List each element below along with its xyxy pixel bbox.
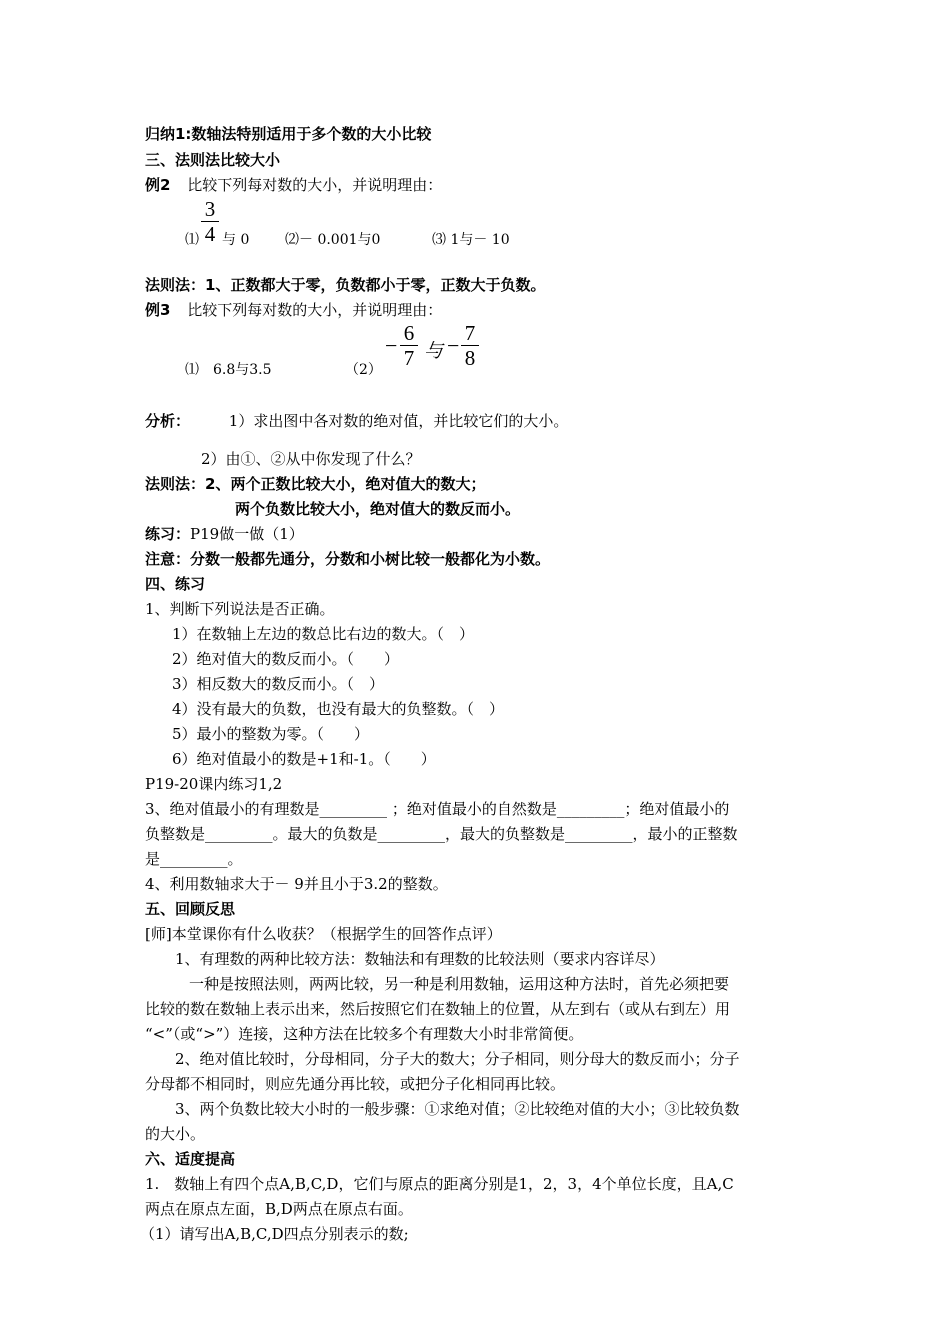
summary-paragraph-line-3: “<”（或“>”）连接，这种方法在比较多个有理数大小时非常简便。: [145, 1025, 584, 1043]
judge-item-3: 3）相反数大的数反而小。（ ）: [172, 675, 385, 693]
ex2-item3: ⑶ 1与－ 10: [432, 232, 510, 248]
summary-paragraph-line-1: 一种是按照法则，两两比较，另一种是利用数轴，运用这种方法时，首先必须把要: [189, 975, 730, 993]
fraction-six-sevenths: [400, 322, 418, 369]
example-2-text: 比较下列每对数的大小，并说明理由：: [187, 176, 443, 194]
example-3-text: 比较下列每对数的大小，并说明理由：: [187, 301, 443, 319]
fill-blank-question-line-3: 是_________。: [145, 850, 243, 868]
fraction-numerator: 7: [464, 321, 476, 345]
section-6-heading: 六、适度提高: [145, 1150, 236, 1168]
fill-blank-question-line-2: 负整数是_________。最大的负数是_________，最大的负整数是_________，最小的正整数: [145, 825, 738, 843]
practice-text: P19做一做（1）: [190, 525, 304, 543]
summary-point-3-line-2: 的大小。: [145, 1125, 206, 1143]
fraction-seven-eighths: [461, 322, 479, 369]
summary-1: 归纳1:数轴法特别适用于多个数的大小比较: [145, 125, 432, 143]
judge-item-5: 5）最小的整数为零。（ ）: [172, 725, 370, 743]
fraction-denominator: 7: [403, 346, 415, 370]
reflection-prompt: [师]本堂课你有什么收获？（根据学生的回答作点评）: [145, 925, 502, 943]
ex2-item1-tail: 与 0: [222, 232, 250, 248]
practice-note: [145, 524, 304, 544]
section-4-heading: 四、练习: [145, 575, 206, 593]
ex2-item2: ⑵－ 0.001与0: [285, 232, 381, 248]
advanced-question-line-1: 1. 数轴上有四个点A,B,C,D，它们与原点的距离分别是1，2，3，4个单位长度，且A,C: [145, 1175, 734, 1193]
example-3: [145, 300, 442, 320]
fill-blank-question-line-1: 3、绝对值最小的有理数是_________ ；绝对值最小的自然数是_________；绝对值最小的: [145, 800, 730, 818]
rule-1: 法则法：1、正数都大于零，负数都小于零，正数大于负数。: [145, 276, 546, 294]
judge-item-6: 6）绝对值最小的数是+1和-1。（ ）: [172, 750, 436, 768]
exercise-reference: P19-20课内练习1,2: [145, 775, 283, 793]
minus-sign-2: −: [447, 333, 460, 358]
summary-point-1: 1、有理数的两种比较方法：数轴法和有理数的比较法则（要求内容详尽）: [175, 950, 665, 968]
minus-sign-1: −: [385, 333, 398, 358]
advanced-subquestion-1: （1）请写出A,B,C,D四点分别表示的数;: [140, 1225, 409, 1243]
fraction-three-quarters: [201, 198, 219, 245]
ex3-item2-label: （2）: [345, 362, 382, 378]
example-2: [145, 175, 442, 195]
summary-paragraph-line-2: 比较的数在数轴上表示出来，然后按照它们在数轴上的位置，从左到右（或从右到左）用: [145, 1000, 731, 1018]
fraction-denominator: 8: [464, 346, 476, 370]
example-3-label: 例3: [145, 301, 171, 319]
judge-question: 1、判断下列说法是否正确。: [145, 600, 335, 618]
practice-label: 练习：: [145, 525, 191, 543]
rule-2: 法则法：2、两个正数比较大小，绝对值大的数大；: [145, 475, 486, 493]
advanced-question-line-2: 两点在原点左面，B,D两点在原点右面。: [145, 1200, 413, 1218]
example-2-label: 例2: [145, 176, 171, 194]
ex3-item1: ⑴ 6.8与3.5: [185, 362, 272, 378]
analysis-step-2: 2）由①、②从中你发现了什么？: [201, 450, 421, 468]
section-3-heading: 三、法则法比较大小: [145, 151, 281, 169]
section-5-heading: 五、回顾反思: [145, 900, 236, 918]
fraction-numerator: 6: [403, 321, 415, 345]
analysis: [145, 411, 568, 431]
fraction-denominator: 4: [204, 222, 216, 246]
rule-2-continued: 两个负数比较大小，绝对值大的数反而小。: [235, 500, 521, 518]
judge-item-1: 1）在数轴上左边的数总比右边的数大。（ ）: [172, 625, 475, 643]
analysis-label: 分析：: [145, 412, 191, 430]
analysis-text: 1）求出图中各对数的绝对值，并比较它们的大小。: [228, 412, 569, 430]
summary-point-2-line-1: 2、绝对值比较时，分母相同，分子大的数大；分子相同，则分母大的数反而小；分子: [175, 1050, 740, 1068]
judge-item-4: 4）没有最大的负数，也没有最大的负整数。（ ）: [172, 700, 505, 718]
attention-note: 注意：分数一般都先通分，分数和小树比较一般都化为小数。: [145, 550, 551, 568]
fraction-numerator: 3: [204, 197, 216, 221]
ex2-item1-label: ⑴: [185, 232, 199, 248]
conjunction-yu: 与: [424, 341, 444, 362]
summary-point-2-line-2: 分母都不相同时，则应先通分再比较，或把分子化相同再比较。: [145, 1075, 566, 1093]
judge-item-2: 2）绝对值大的数反而小。（ ）: [172, 650, 400, 668]
summary-point-3-line-1: 3、两个负数比较大小时的一般步骤：①求绝对值；②比较绝对值的大小；③比较负数: [175, 1100, 740, 1118]
number-line-question: 4、利用数轴求大于－ 9并且小于3.2的整数。: [145, 875, 448, 893]
